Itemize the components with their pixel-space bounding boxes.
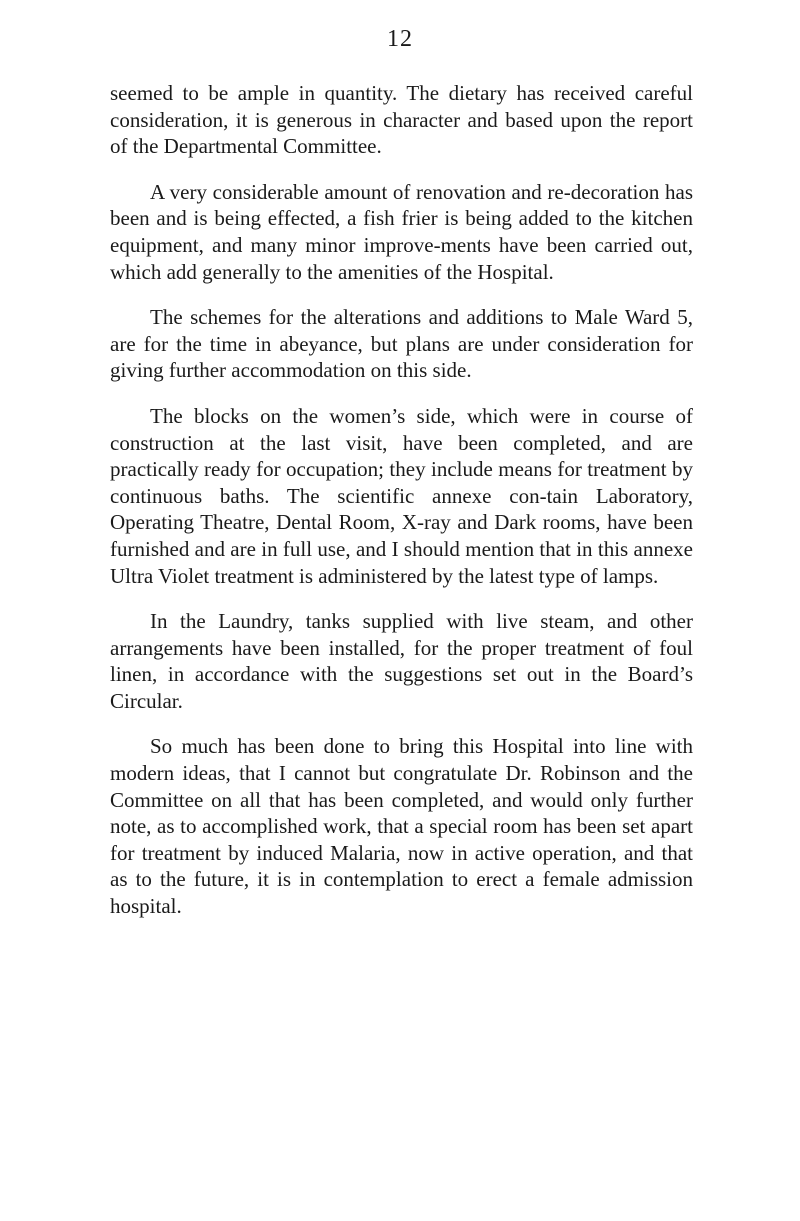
page-number: 12: [387, 26, 413, 52]
paragraph-dietary-continuation: seemed to be ample in quantity. The dietary has received careful consideration, it is generous in character and based upon the report of the Departmental Committee.: [110, 81, 693, 159]
paragraph-male-ward: The schemes for the alterations and additions to Male Ward 5, are for the time in abeyance, but plans are under consideration for giving further accommodation on this side.: [110, 305, 693, 383]
paragraph-conclusion: So much has been done to bring this Hospital into line with modern ideas, that I cannot but congratulate Dr. Robinson and the Committee on all that has been completed, and would only further note, as to accomplished work, that a special room has been set apart for treatment by induced Malaria, now in active operation, and that as to the future, it is in contemplation to erect a female admission hospital.: [110, 734, 693, 919]
paragraph-laundry: In the Laundry, tanks supplied with live steam, and other arrangements have been installed, for the proper treatment of foul linen, in accordance with the suggestions set out in the Board’s Circular.: [110, 609, 693, 713]
paragraph-womens-blocks: The blocks on the women’s side, which were in course of construction at the last visit, have been completed, and are practically ready for occupation; they include means for treatment by continuous baths. The scientific annexe con-tain Laboratory, Operating Theatre, Dental Room, X-ray and Dark rooms, have been furnished and are in full use, and I should mention that in this annexe Ultra Violet treatment is administered by the latest type of lamps.: [110, 403, 693, 588]
report-body: [110, 80, 693, 920]
paragraph-renovation: A very considerable amount of renovation and re-decoration has been and is being effected, a fish frier is being added to the kitchen equipment, and many minor improve-ments have been carried out, which add generally to the amenities of the Hospital.: [110, 179, 693, 284]
